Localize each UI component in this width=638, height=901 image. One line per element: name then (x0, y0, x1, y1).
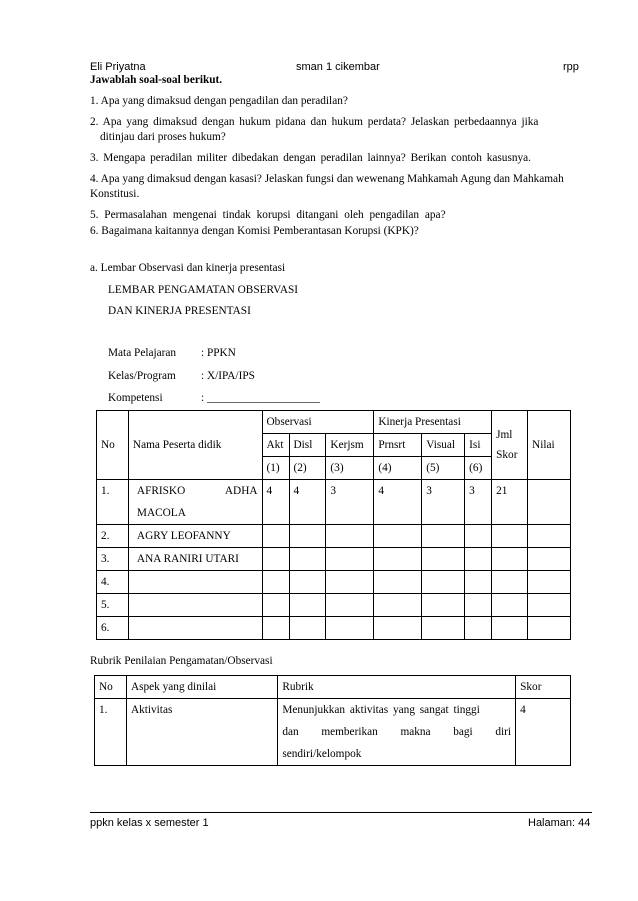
row-nilai (528, 480, 571, 525)
footer-left: ppkn kelas x semester 1 (90, 817, 209, 829)
question-2: 2. Apa yang dimaksud dengan hukum pidana dan hukum perdata? Jelaskan perbedaannya jika (90, 116, 539, 128)
col-num-5: (5) (422, 457, 465, 480)
row-value: 4 (262, 480, 289, 525)
row-no: 6. (97, 617, 129, 640)
col-num-3: (3) (326, 457, 374, 480)
row-value: 4 (374, 480, 422, 525)
table-row (97, 525, 571, 548)
mapel-label: Mata Pelajaran (108, 347, 177, 359)
row-name (128, 571, 262, 594)
kelas-value: : X/IPA/IPS (201, 370, 255, 382)
row-value: 4 (289, 480, 326, 525)
col-num-4: (4) (374, 457, 422, 480)
col-header-kerjsm: Kerjsm (326, 434, 374, 457)
row-name (128, 617, 262, 640)
table-row (97, 548, 571, 571)
col-header-jml: Jml (496, 429, 513, 441)
col-header-observasi: Observasi (262, 411, 374, 434)
row-value: 3 (465, 480, 492, 525)
rubrik-word: bagi (453, 726, 473, 738)
row-no: 5. (97, 594, 129, 617)
questions-title: Jawablah soal-soal berikut. (90, 74, 223, 86)
col-header-jml-skor (492, 411, 528, 480)
col-num-6: (6) (465, 457, 492, 480)
question-6: 6. Bagaimana kaitannya dengan Komisi Pemberantasan Korupsi (KPK)? (90, 225, 419, 237)
table-row (97, 594, 571, 617)
header-school: sman 1 cikembar (296, 61, 380, 73)
rubrik-line: Menunjukkan aktivitas yang sangat tinggi (282, 704, 480, 716)
table-row (95, 699, 571, 766)
header-doc: rpp (563, 61, 579, 73)
rubrik-table (94, 675, 571, 766)
rubrik-line: sendiri/kelompok (282, 748, 362, 760)
rubrik-word: memberikan (321, 726, 378, 738)
question-4-cont: Konstitusi. (90, 188, 140, 200)
rubrik-word: dan (282, 726, 299, 738)
col-header-visual: Visual (422, 434, 465, 457)
row-no: 3. (97, 548, 129, 571)
question-2-cont: ditinjau dari proses hukum? (100, 131, 226, 143)
row-name-part: ADHA (224, 485, 258, 497)
row-name-part: AFRISKO (136, 485, 186, 497)
col-header-prnsrt: Prnsrt (374, 434, 422, 457)
col-num-2: (2) (289, 457, 326, 480)
col-header-isi: Isi (465, 434, 492, 457)
kompetensi-label: Kompetensi (108, 392, 163, 404)
row-no: 2. (97, 525, 129, 548)
row-name: ANA RANIRI UTARI (128, 548, 262, 571)
col-header-akt: Akt (262, 434, 289, 457)
row-no: 1. (97, 480, 129, 525)
question-3: 3. Mengapa peradilan militer dibedakan dengan peradilan lainnya? Berikan contoh kasusnya. (90, 152, 531, 164)
rubrik-row-skor: 4 (516, 699, 571, 766)
row-jml: 21 (492, 480, 528, 525)
row-name (128, 480, 262, 525)
table-row (97, 617, 571, 640)
section-a-title-2: DAN KINERJA PRESENTASI (108, 305, 251, 317)
row-value: 3 (326, 480, 374, 525)
section-a-label: a. Lembar Observasi dan kinerja presentasi (90, 262, 286, 274)
rubrik-row-no: 1. (95, 699, 127, 766)
footer-divider (90, 812, 592, 813)
mapel-value: : PPKN (201, 347, 236, 359)
header-author: Eli Priyatna (90, 61, 146, 73)
col-header-no: No (97, 411, 129, 480)
rubrik-header-skor: Skor (516, 676, 571, 699)
rubrik-line (282, 721, 511, 743)
col-header-nama: Nama Peserta didik (128, 411, 262, 480)
rubrik-row-rubrik (278, 699, 516, 766)
col-header-skor: Skor (496, 449, 518, 461)
col-header-kinerja: Kinerja Presentasi (374, 411, 492, 434)
col-num-1: (1) (262, 457, 289, 480)
rubrik-header-no: No (95, 676, 127, 699)
question-4: 4. Apa yang dimaksud dengan kasasi? Jelaskan fungsi dan wewenang Mahkamah Agung dan Mahkamah (90, 173, 564, 185)
rubrik-word: makna (400, 726, 431, 738)
row-no: 4. (97, 571, 129, 594)
kelas-label: Kelas/Program (108, 370, 176, 382)
rubrik-header-rubrik: Rubrik (278, 676, 516, 699)
row-name: AGRY LEOFANNY (128, 525, 262, 548)
kompetensi-value: : ____________________ (201, 392, 320, 404)
observation-table (96, 410, 571, 640)
row-name (128, 594, 262, 617)
question-1: 1. Apa yang dimaksud dengan pengadilan dan peradilan? (90, 95, 348, 107)
row-value: 3 (422, 480, 465, 525)
rubrik-row-aspek: Aktivitas (126, 699, 277, 766)
footer-page: Halaman: 44 (528, 817, 591, 829)
row-name-part: MACOLA (136, 507, 186, 519)
rubrik-header-aspek: Aspek yang dinilai (126, 676, 277, 699)
rubrik-word: diri (495, 726, 512, 738)
table-row (97, 571, 571, 594)
col-header-disl: Disl (289, 434, 326, 457)
section-a-title-1: LEMBAR PENGAMATAN OBSERVASI (108, 284, 299, 296)
table-row (97, 480, 571, 525)
question-5: 5. Permasalahan mengenai tindak korupsi ditangani oleh pengadilan apa? (90, 209, 446, 221)
rubrik-title: Rubrik Penilaian Pengamatan/Observasi (90, 655, 273, 667)
col-header-nilai: Nilai (528, 411, 571, 480)
